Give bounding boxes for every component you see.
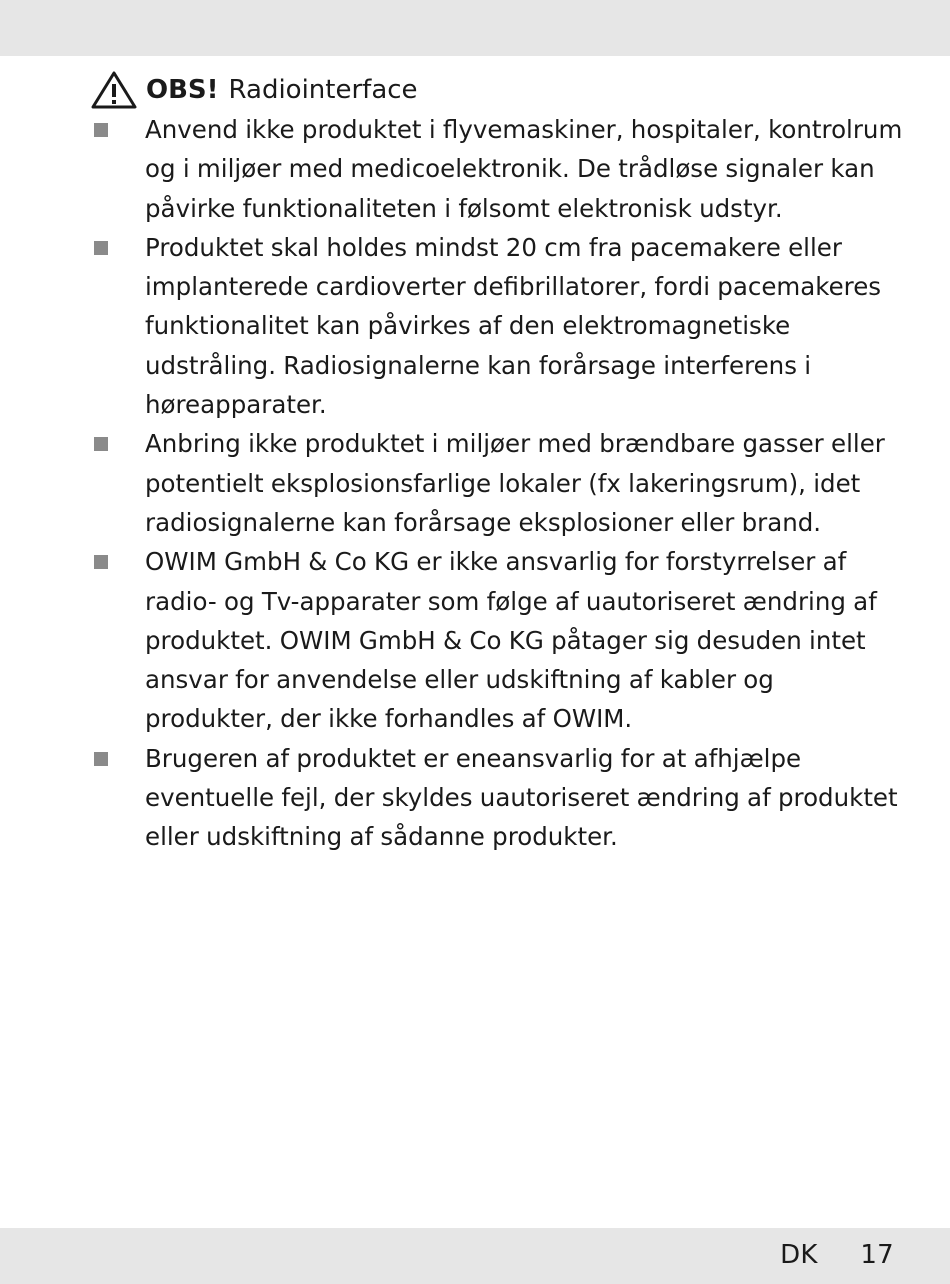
list-item-text: Produktet skal holdes mindst 20 cm fra pacemakere eller implanterede cardioverter defibrillatorer, fordi pacemakeres funktionalitet kan påvirkes af den elektromagnetiske udstråling. Radiosignalerne kan forårsage interferens i høreapparater. xyxy=(145,232,882,420)
list-item xyxy=(94,424,904,542)
square-bullet-icon xyxy=(94,123,108,137)
warning-list xyxy=(94,110,904,857)
list-item-text: Anvend ikke produktet i flyvemaskiner, hospitaler, kontrolrum og i miljøer med medicoelektronik. De trådløse signaler kan påvirke funktionaliteten i følsomt elektronisk udstyr. xyxy=(145,115,903,223)
language-code: DK xyxy=(780,1240,818,1270)
square-bullet-icon xyxy=(94,241,108,255)
list-item-text: Brugeren af produktet er eneansvarlig for at afhjælpe eventuelle fejl, der skyldes uautoriseret ændring af produktet eller udskiftning af sådanne produkter. xyxy=(145,743,898,852)
square-bullet-icon xyxy=(94,752,108,766)
obs-label: OBS! xyxy=(146,75,219,105)
page-number: 17 xyxy=(860,1240,894,1270)
square-bullet-icon xyxy=(94,555,108,569)
list-item xyxy=(94,739,904,857)
warning-triangle-icon xyxy=(90,70,138,110)
list-item-text: Anbring ikke produktet i miljøer med brændbare gasser eller potentielt eksplosionsfarlige lokaler (fx lakeringsrum), idet radiosignalerne kan forårsage eksplosioner eller brand. xyxy=(145,429,885,537)
header-band xyxy=(0,0,950,56)
square-bullet-icon xyxy=(94,437,108,451)
section-title: Radiointerface xyxy=(228,75,418,105)
list-item-text: OWIM GmbH & Co KG er ikke ansvarlig for forstyrrelser af radio- og Tv-apparater som følge af uautoriseret ændring af produktet. OWIM GmbH & Co KG påtager sig desuden intet ansvar for anvendelse eller udskiftning af kabler og produkter, der ikke forhandles af OWIM. xyxy=(145,547,877,734)
list-item xyxy=(94,228,904,424)
section-heading xyxy=(90,70,418,110)
page-footer xyxy=(780,1240,894,1270)
list-item xyxy=(94,110,904,228)
list-item xyxy=(94,542,904,738)
